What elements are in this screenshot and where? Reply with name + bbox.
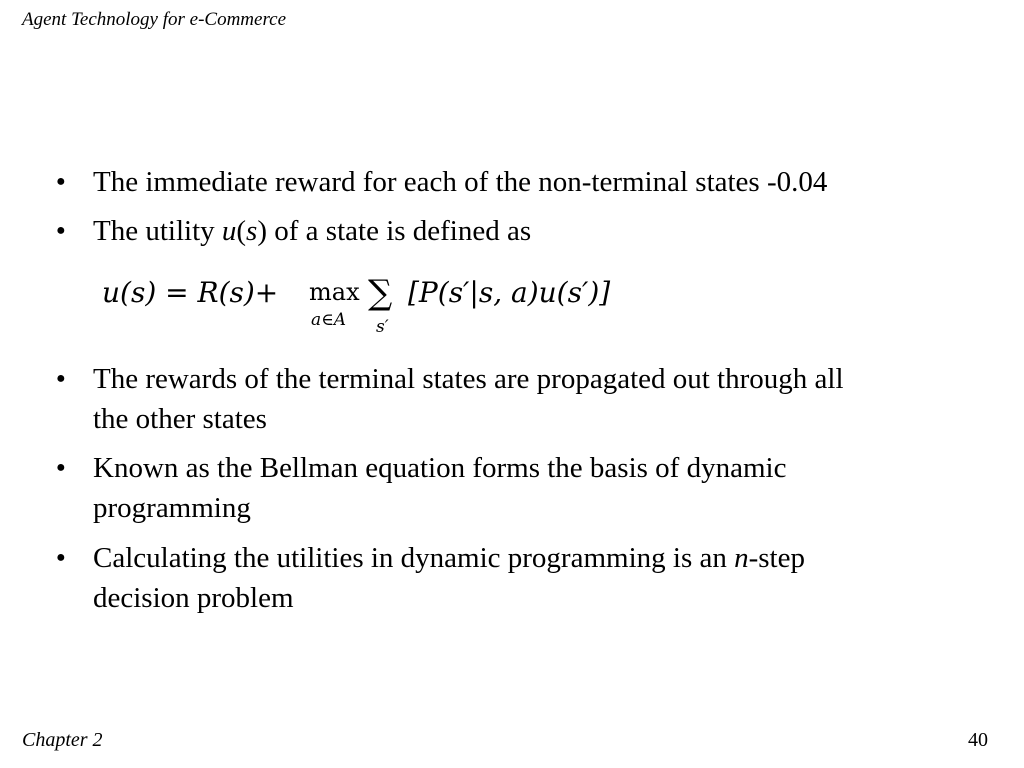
formula-sum-icon: ∑ bbox=[368, 273, 393, 313]
bullet-dot-icon: ● bbox=[56, 549, 66, 566]
slide-header-title: Agent Technology for e-Commerce bbox=[22, 9, 287, 30]
bellman-equation-formula bbox=[96, 262, 656, 342]
formula-max: max bbox=[309, 278, 360, 306]
bullet-text: The immediate reward for each of the non-terminal states -0.04 bbox=[93, 166, 828, 198]
bullet-dot-icon: ● bbox=[56, 173, 66, 190]
page-number: 40 bbox=[968, 729, 988, 751]
formula-max-subscript: a∈A bbox=[311, 310, 346, 330]
formula-lhs: u(s) = R(s)+ bbox=[102, 276, 279, 309]
bullet-text-line: programming bbox=[93, 492, 251, 524]
footer-chapter: Chapter 2 bbox=[22, 729, 103, 751]
bullet-dot-icon: ● bbox=[56, 370, 66, 387]
formula-sum-subscript: s′ bbox=[376, 317, 389, 337]
bullet-text-line: Calculating the utilities in dynamic programming is an n-step bbox=[93, 542, 805, 574]
bullet-text-line: the other states bbox=[93, 403, 267, 435]
math-var-u: u bbox=[221, 215, 237, 247]
bullet-text-line: Known as the Bellman equation forms the basis of dynamic bbox=[93, 452, 787, 484]
formula-body: [P(s′|s, a)u(s′)] bbox=[408, 276, 611, 309]
bullet-dot-icon: ● bbox=[56, 459, 66, 476]
bullet-dot-icon: ● bbox=[56, 222, 66, 239]
bullet-text-line: The rewards of the terminal states are propagated out through all bbox=[93, 363, 844, 395]
math-var-n: n bbox=[734, 542, 749, 574]
bullet-text: The utility u(s) of a state is defined as bbox=[93, 215, 532, 247]
bullet-text-line: decision problem bbox=[93, 582, 294, 614]
math-var-s: s bbox=[246, 215, 258, 247]
